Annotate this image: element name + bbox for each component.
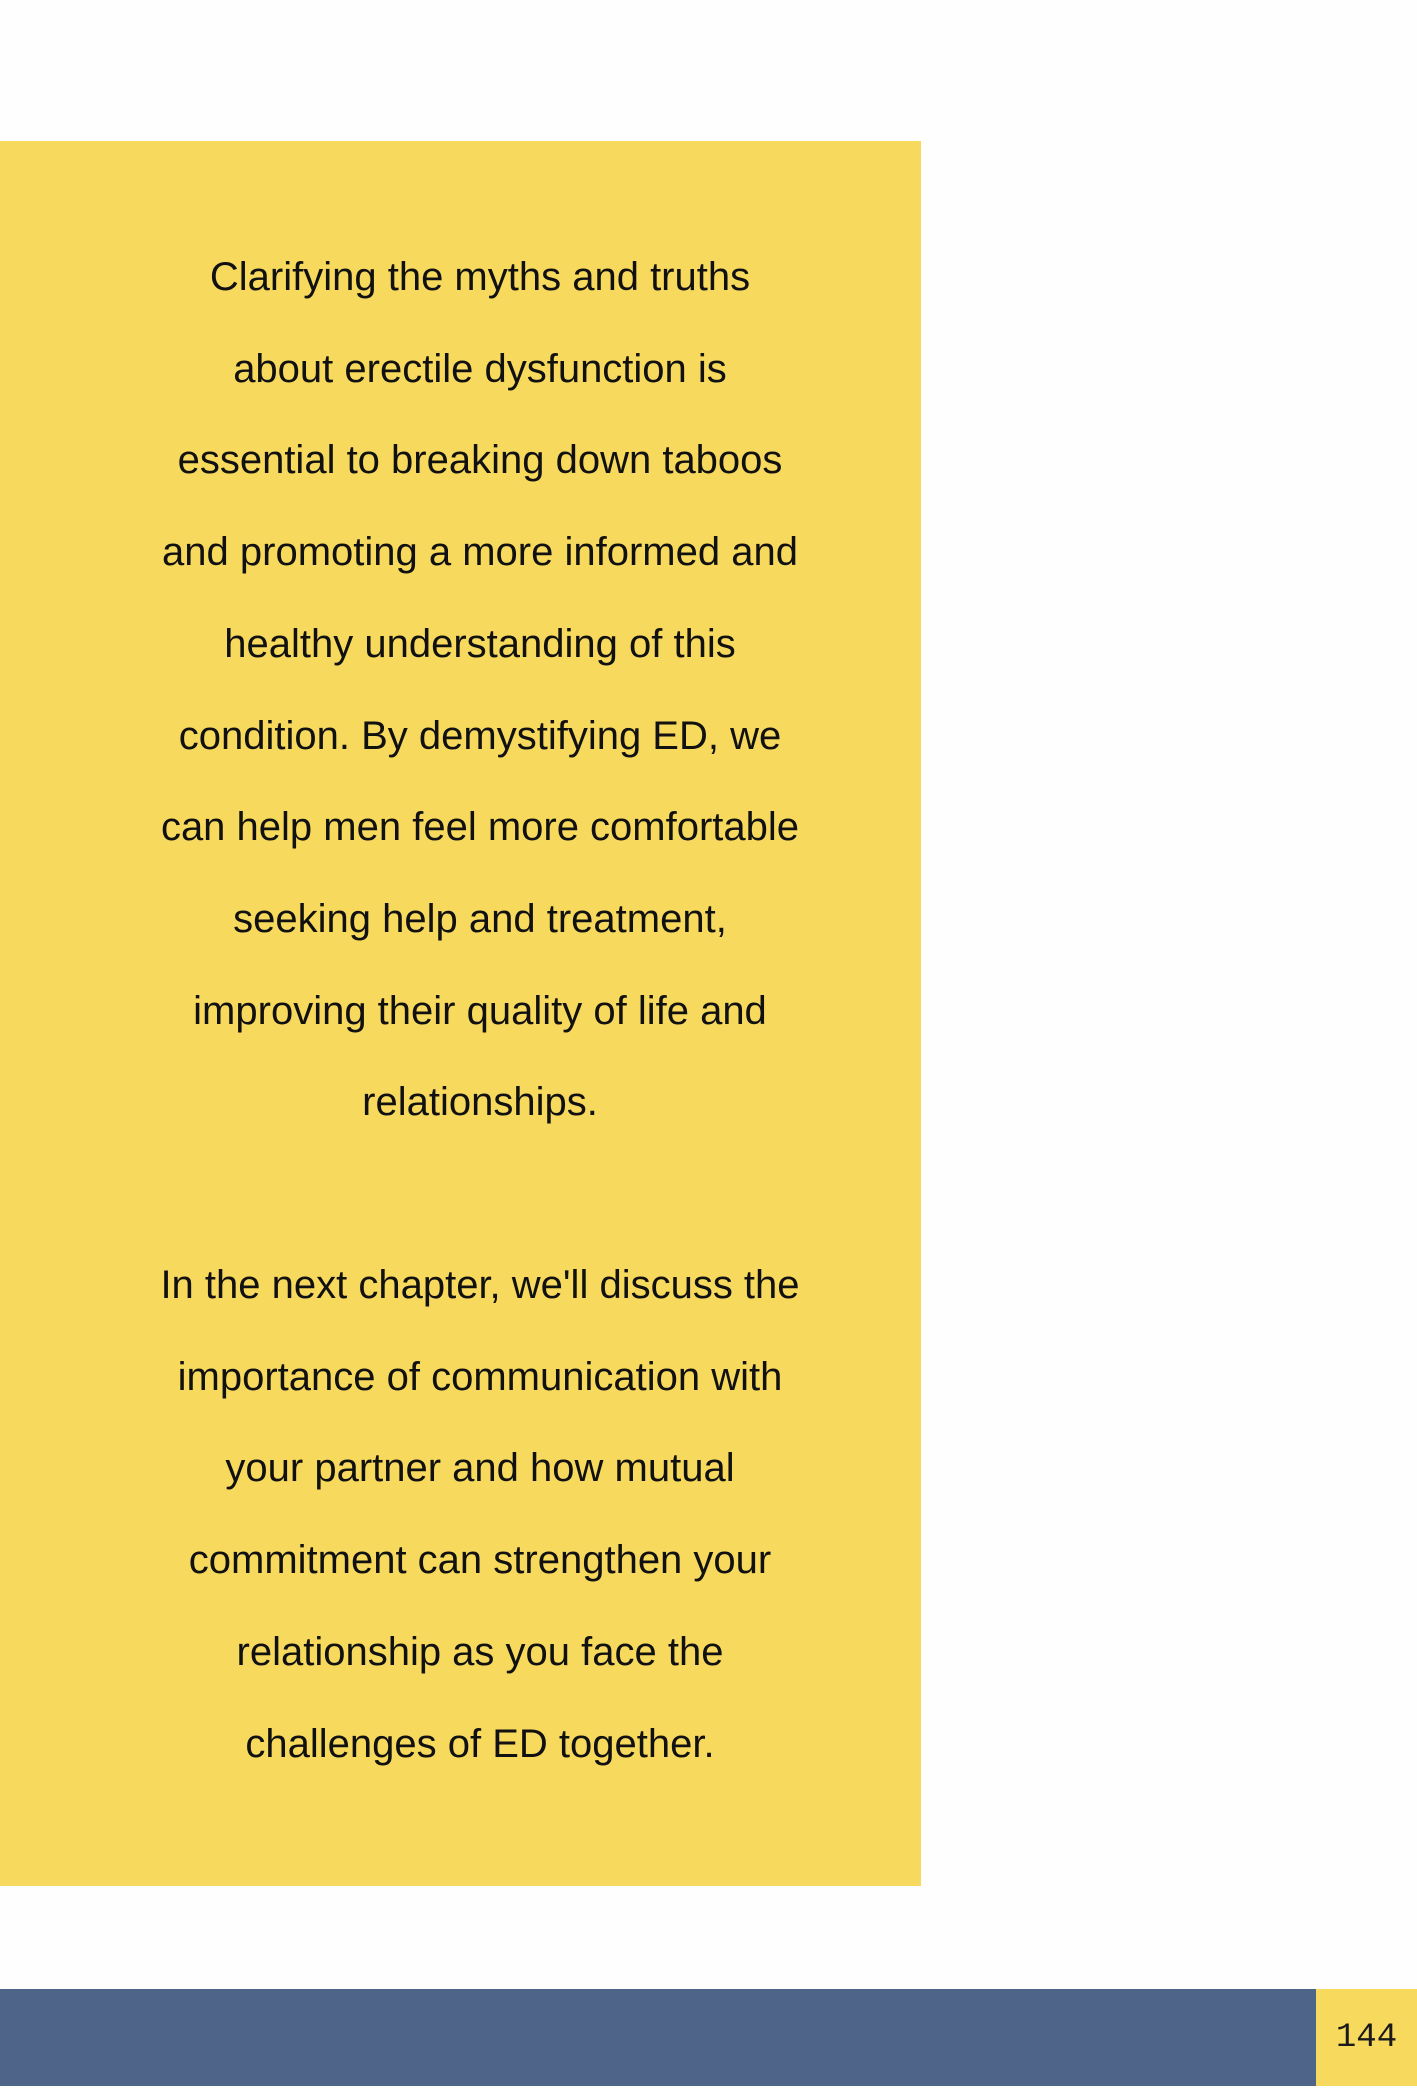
paragraph-myths-truths: [130, 232, 830, 1149]
text-line: importance of communication with: [177, 1354, 783, 1399]
text-line: about erectile dysfunction is: [233, 346, 727, 391]
text-line: condition. By demystifying ED, we: [178, 713, 782, 758]
text-line: improving their quality of life and: [193, 988, 767, 1033]
footer-bar: [0, 1989, 1316, 2086]
text-line: essential to breaking down taboos: [177, 438, 783, 483]
text-line: your partner and how mutual: [225, 1446, 735, 1491]
text-line: In the next chapter, we'll discuss the: [160, 1263, 800, 1307]
text-line: Clarifying the myths and truths: [209, 255, 751, 299]
text-line: can help men feel more comfortable: [160, 805, 800, 850]
text-line: healthy understanding of this: [224, 621, 736, 666]
text-line: and promoting a more informed and: [162, 530, 798, 575]
text-line: challenges of ED together.: [245, 1721, 715, 1766]
text-line: relationship as you face the: [236, 1629, 724, 1674]
page-number: 144: [1335, 2018, 1398, 2057]
text-line: seeking help and treatment,: [233, 896, 727, 941]
text-line: relationships.: [362, 1080, 598, 1125]
paragraph-next-chapter: [130, 1240, 830, 1790]
text-line: commitment can strengthen your: [188, 1538, 772, 1583]
page-number-box: [1316, 1989, 1417, 2086]
